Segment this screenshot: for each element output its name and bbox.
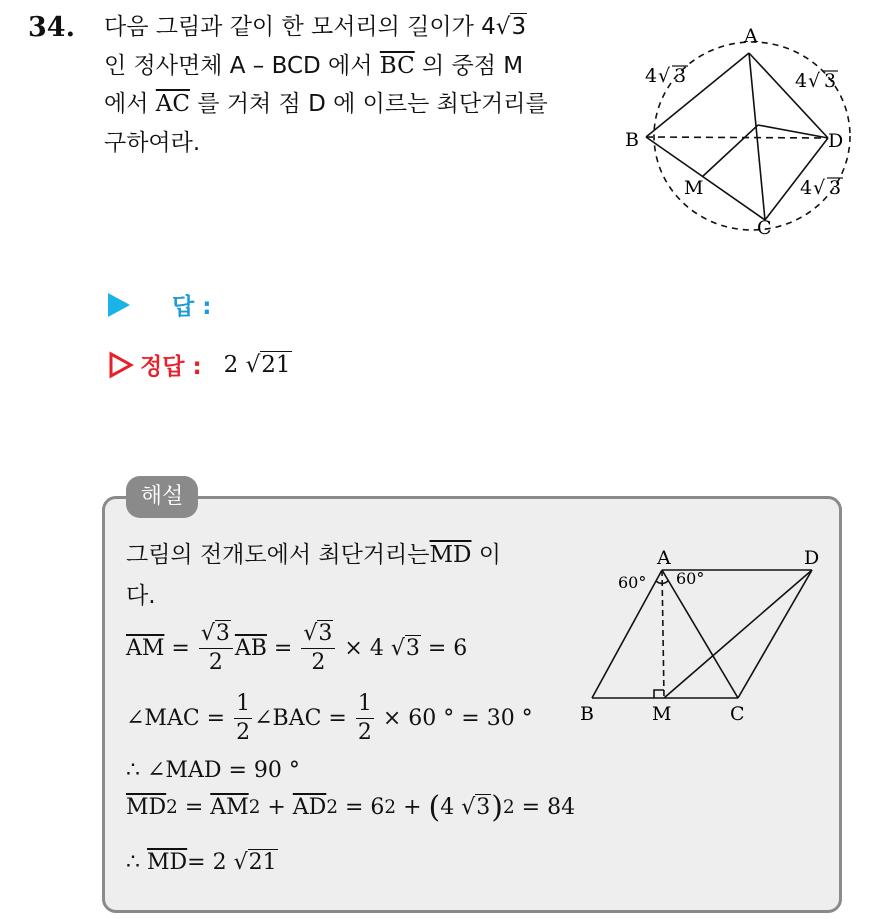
equation-am: $\overline{AM}$ = $\frac{√3}{2}$ $\overline{AB}$ = $\frac{√3}{2}$ × 4 √3 = 6 [126, 621, 468, 675]
segment-md [664, 570, 812, 698]
svg-text:3: 3 [824, 70, 837, 92]
net-figure [572, 540, 832, 730]
svg-text:3: 3 [674, 65, 687, 87]
label-c: C [757, 217, 772, 239]
svg-text:3: 3 [829, 177, 842, 199]
segment-m-mid [702, 125, 758, 177]
question-line-4: 구하여라. [104, 129, 201, 156]
question-text [104, 8, 594, 162]
edge-bd [646, 137, 828, 138]
question-line-1: 다음 그림과 같이 한 모서리의 길이가 4√3 [104, 8, 594, 47]
right-angle-mark [654, 690, 664, 698]
question-line-2: 인 정사면체 A – BCD 에서 $\overline{BC}$ 의 중점 M [104, 52, 524, 79]
solution-intro: 그림의 전개도에서 최단거리는$\overline{MD}$ 이 [126, 542, 501, 568]
equation-md: ∴ $\overline{MD}$ = 2 √21 [126, 850, 277, 875]
svg-text:√: √ [808, 70, 821, 92]
edge-label-ab: 4 [645, 65, 658, 87]
label-d: D [828, 130, 844, 152]
answer-row [108, 288, 211, 321]
angle-label-right: 60° [676, 569, 705, 588]
label-a: A [744, 25, 758, 47]
label-d: D [804, 547, 820, 569]
svg-text:√: √ [658, 65, 671, 87]
segment-am [662, 570, 664, 698]
edge-label-ad: 4 [795, 70, 808, 92]
equation-mad: ∴ ∠MAD = 90 ° [126, 758, 300, 783]
question-number: 34. [28, 12, 75, 43]
correct-answer-row [108, 348, 292, 381]
outline-triangle-icon [108, 351, 134, 379]
edge-label-cd: 4 [800, 177, 813, 199]
label-m: M [684, 177, 704, 199]
answer-label: 답 : [172, 294, 212, 320]
equation-md-squared: $\overline{MD}$ 2 = $\overline{AM}$ 2 + $\overline{AD}$ 2 = 6 2 + ( 4 √3 ) 2 = 84 [126, 790, 576, 825]
label-m: M [652, 703, 672, 725]
solution-tag: 해설 [126, 476, 198, 518]
question-line-3: 에서 $\overline{AC}$ 를 거쳐 점 D 에 이르는 최단거리를 [104, 91, 548, 117]
edge-cd [738, 570, 812, 698]
edge-ac [749, 53, 765, 220]
svg-text:√: √ [813, 177, 826, 199]
correct-value: 2 √21 [223, 351, 291, 378]
angle-label-left: 60° [618, 573, 647, 592]
sqrt-3: √3 [495, 14, 527, 40]
label-b: B [580, 703, 594, 725]
label-c: C [730, 703, 745, 725]
equation-mac: ∠MAC = $\frac{1}{2}$ ∠BAC = $\frac{1}{2}$ × 60 ° = 30 ° [126, 691, 533, 745]
label-b: B [625, 129, 639, 151]
correct-label: 정답 : [140, 354, 202, 380]
edge-ac [662, 570, 738, 698]
label-a: A [657, 547, 671, 569]
tetrahedron-figure [612, 20, 872, 240]
solution-intro-end: 다. [126, 583, 156, 609]
play-triangle-icon [108, 293, 130, 317]
